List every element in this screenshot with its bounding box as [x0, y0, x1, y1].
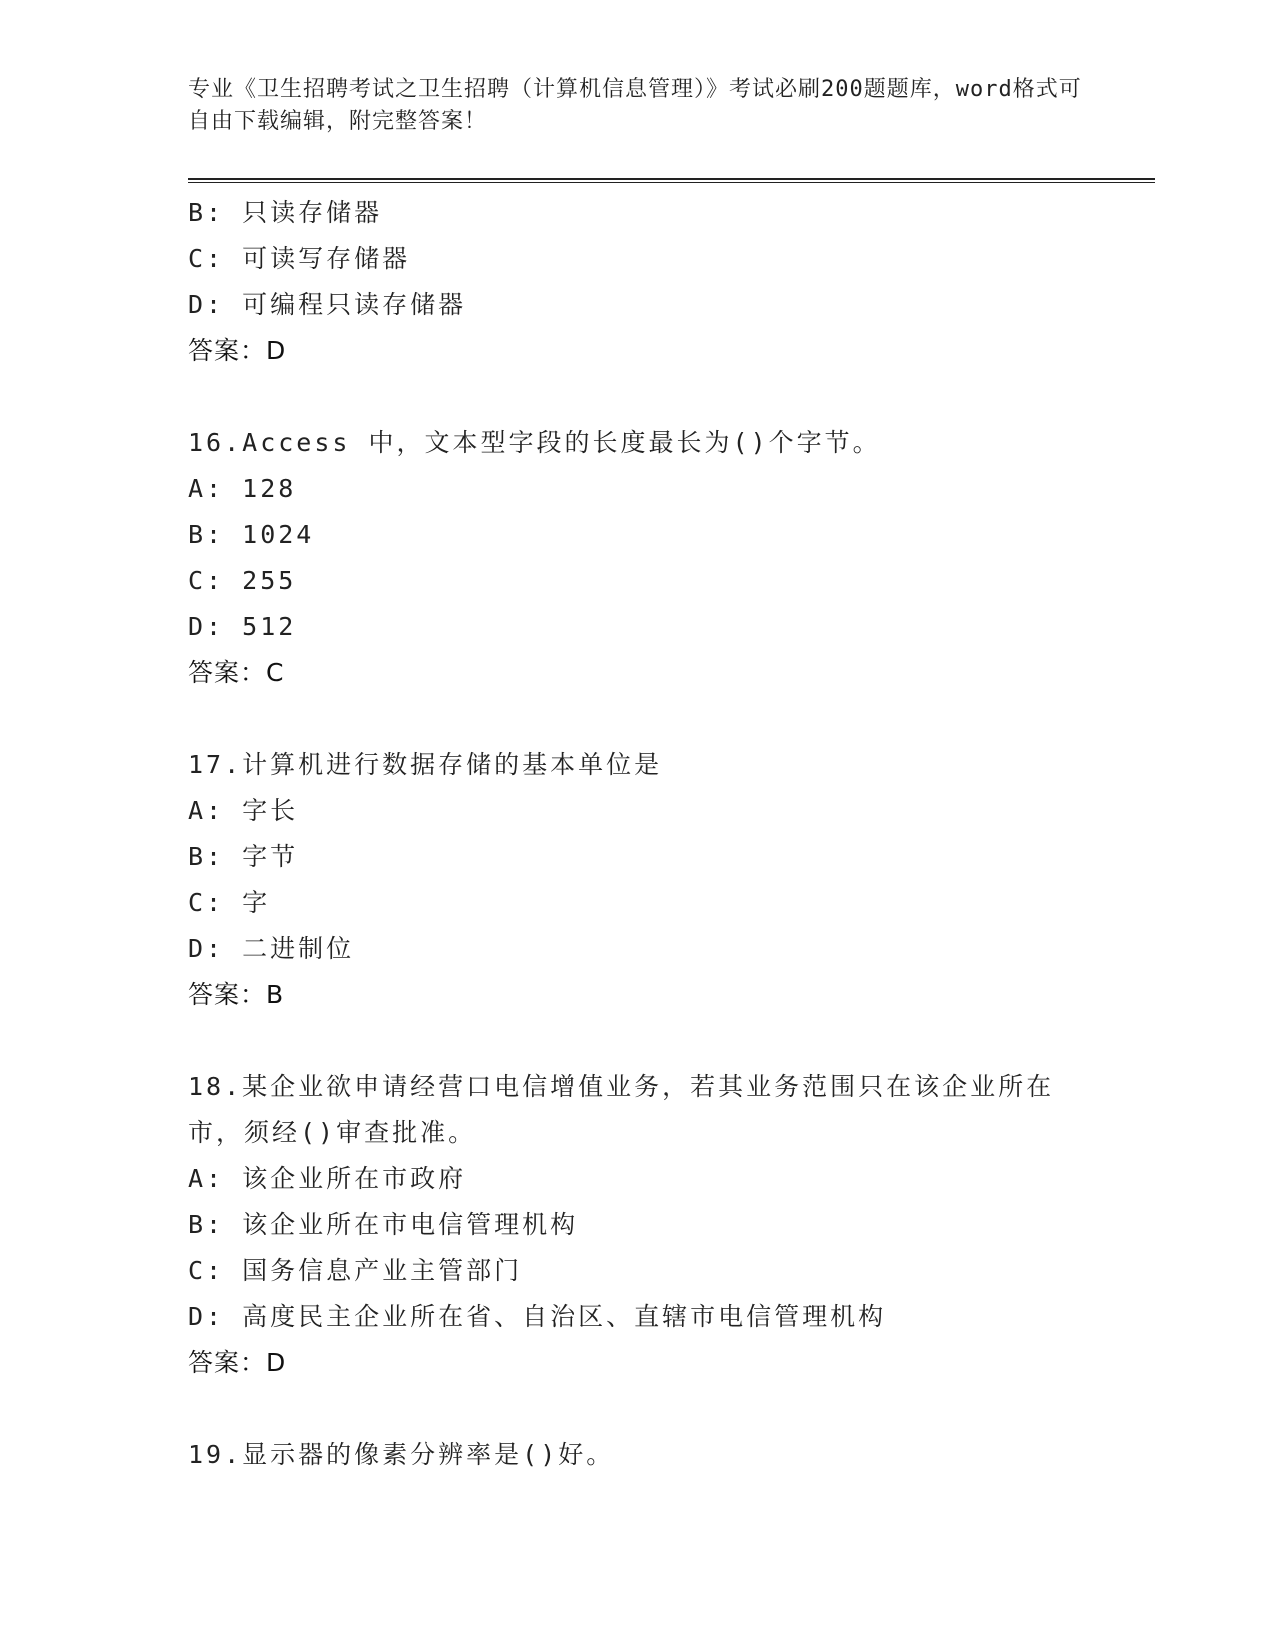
spacer: [188, 374, 1155, 420]
option-b: B: 只读存储器: [188, 198, 383, 227]
option-a: A: 128: [188, 474, 297, 503]
spacer: [188, 696, 1155, 742]
spacer: [188, 1386, 1155, 1432]
header-divider: [188, 178, 1155, 183]
option-d: D: 高度民主企业所在省、自治区、直辖市电信管理机构: [188, 1302, 887, 1331]
question-text: 17.计算机进行数据存储的基本单位是: [188, 750, 663, 779]
question-text: 18.某企业欲申请经营口电信增值业务，若其业务范围只在该企业所在市，须经()审查批准。: [188, 1072, 1055, 1147]
answer-line: 答案：C: [188, 658, 285, 687]
option-c: C: 字: [188, 888, 271, 917]
question-17: [188, 742, 1155, 1018]
option-d: D: 二进制位: [188, 934, 355, 963]
option-b: B: 该企业所在市电信管理机构: [188, 1210, 579, 1239]
option-a: A: 该企业所在市政府: [188, 1164, 467, 1193]
option-c: C: 可读写存储器: [188, 244, 411, 273]
question-text: 19.显示器的像素分辨率是()好。: [188, 1440, 615, 1469]
answer-line: 答案：D: [188, 336, 287, 365]
previous-question-tail: [188, 190, 1155, 374]
question-text: 16.Access 中，文本型字段的长度最长为()个字节。: [188, 428, 881, 457]
question-16: [188, 420, 1155, 696]
answer-line: 答案：D: [188, 1348, 287, 1377]
option-b: B: 字节: [188, 842, 299, 871]
document-header: 专业《卫生招聘考试之卫生招聘（计算机信息管理）》考试必刷200题题库，word格式可自由下载编辑，附完整答案！: [188, 77, 1082, 134]
option-a: A: 字长: [188, 796, 299, 825]
question-list: [188, 190, 1155, 1478]
answer-line: 答案：B: [188, 980, 285, 1009]
question-18: [188, 1064, 1155, 1386]
option-c: C: 国务信息产业主管部门: [188, 1256, 523, 1285]
option-d: D: 512: [188, 612, 297, 641]
option-c: C: 255: [188, 566, 297, 595]
spacer: [188, 1018, 1155, 1064]
option-d: D: 可编程只读存储器: [188, 290, 467, 319]
option-b: B: 1024: [188, 520, 315, 549]
question-19: [188, 1432, 1155, 1478]
